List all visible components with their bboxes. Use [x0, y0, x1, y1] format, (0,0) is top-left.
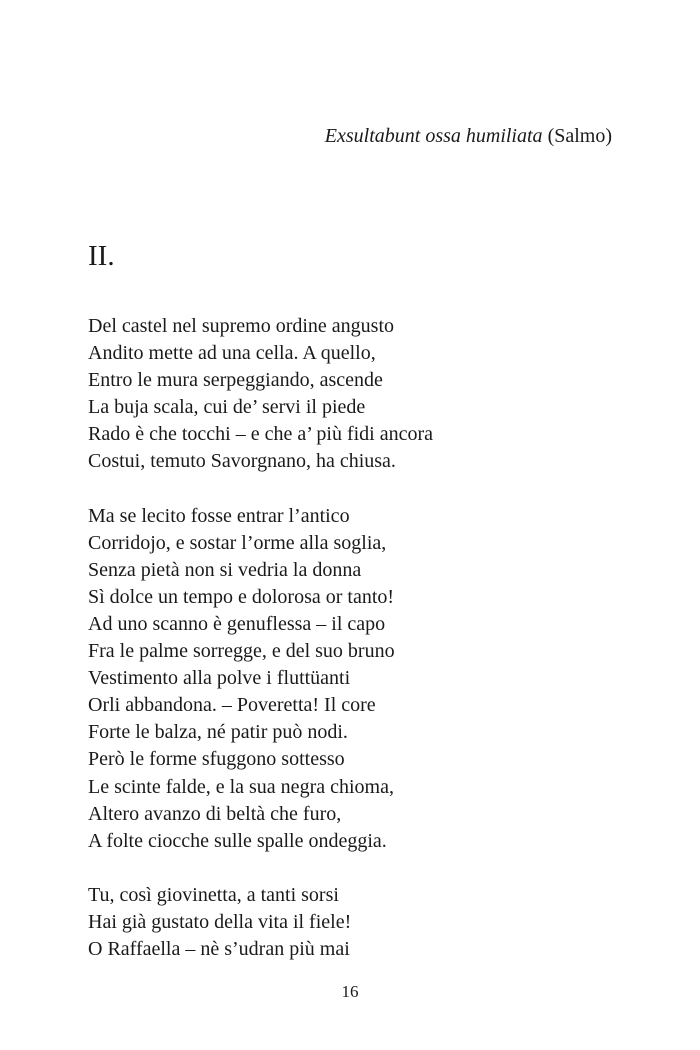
verse: Fra le palme sorregge, e del suo bruno	[88, 640, 395, 663]
verse: Ma se lecito fosse entrar l’antico	[88, 504, 350, 527]
stanza-1	[88, 313, 433, 476]
verse: Senza pietà non si vedria la donna	[88, 558, 362, 581]
epigraph-latin: Exsultabunt ossa humiliata	[324, 125, 543, 147]
verse: Hai già gustato della vita il fiele!	[88, 910, 352, 933]
verse: La buja scala, cui de’ servi il piede	[88, 396, 366, 419]
section-number: II.	[88, 240, 115, 272]
verse: Ad uno scanno è genuflessa – il capo	[88, 612, 386, 635]
epigraph	[325, 121, 612, 151]
verse: Entro le mura serpeggiando, ascende	[88, 369, 383, 392]
epigraph-source: (Salmo)	[547, 125, 612, 147]
verse: Del castel nel supremo ordine angusto	[88, 315, 395, 337]
verse: Le scinte falde, e la sua negra chioma,	[88, 775, 394, 798]
poem	[88, 313, 433, 963]
verse: Vestimento alla polve i fluttüanti	[88, 667, 351, 690]
stanza-2	[88, 503, 433, 855]
verse: A folte ciocche sulle spalle ondeggia.	[88, 829, 387, 852]
verse: Corridojo, e sostar l’orme alla soglia,	[88, 531, 387, 554]
verse: Tu, così giovinetta, a tanti sorsi	[88, 883, 339, 906]
verse: Orli abbandona. – Poveretta! Il core	[88, 694, 376, 717]
verse: Rado è che tocchi – e che a’ più fidi ancora	[88, 423, 434, 446]
verse: O Raffaella – nè s’udran più mai	[88, 937, 350, 960]
verse: Costui, temuto Savorgnano, ha chiusa.	[88, 450, 396, 473]
page-number: 16	[341, 982, 359, 1001]
verse: Altero avanzo di beltà che furo,	[88, 802, 342, 825]
verse: Sì dolce un tempo e dolorosa or tanto!	[88, 585, 395, 608]
verse: Forte le balza, né patir può nodi.	[88, 721, 348, 744]
verse: Andito mette ad una cella. A quello,	[88, 342, 376, 365]
verse: Però le forme sfuggono sottesso	[88, 748, 345, 771]
stanza-3	[88, 882, 433, 963]
